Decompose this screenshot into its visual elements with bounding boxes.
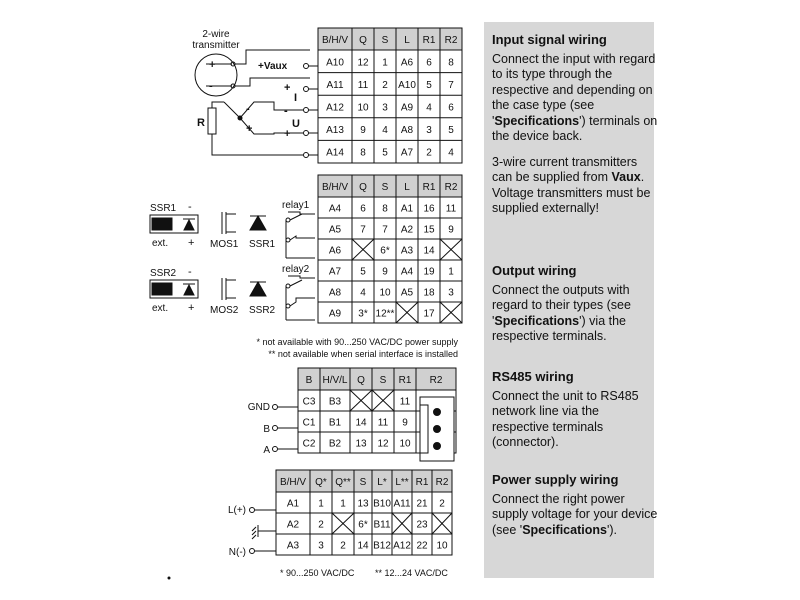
input-terminal-table bbox=[318, 28, 462, 163]
column-header: R2 bbox=[444, 35, 458, 46]
terminal-cell: 12** bbox=[375, 308, 395, 320]
rs485-title: RS485 wiring bbox=[492, 369, 574, 384]
terminal-cell: A7 bbox=[400, 147, 414, 159]
column-header: L** bbox=[395, 477, 409, 488]
relay1-label: relay1 bbox=[282, 200, 310, 211]
terminal-cell: A14 bbox=[326, 147, 344, 159]
svg-text:+: + bbox=[188, 237, 195, 249]
terminal-cell: 23 bbox=[416, 519, 428, 531]
terminal-cell: A10 bbox=[326, 57, 344, 69]
minus-sign: - bbox=[209, 80, 213, 92]
terminal-cell: 8 bbox=[360, 147, 366, 159]
terminal-cell: 3 bbox=[426, 125, 432, 137]
note-1: * not available with 90...250 VAC/DC power supply bbox=[256, 337, 458, 347]
terminal-cell: 5 bbox=[382, 147, 388, 159]
terminal-cell: 17 bbox=[423, 308, 435, 320]
terminal-cell: 10 bbox=[436, 540, 448, 552]
column-header: Q bbox=[359, 182, 367, 193]
terminal-cell: 6* bbox=[380, 245, 390, 257]
input-title: Input signal wiring bbox=[492, 32, 607, 47]
svg-text:-: - bbox=[188, 266, 192, 278]
resistor-label: R bbox=[197, 117, 205, 129]
terminal-cell: 5 bbox=[426, 79, 432, 91]
terminal-cell: 4 bbox=[382, 125, 388, 137]
terminal-cell: 9 bbox=[402, 417, 408, 429]
terminal-cell: 18 bbox=[423, 287, 435, 299]
terminal-cell: B12 bbox=[373, 540, 391, 552]
terminal-cell: 9 bbox=[360, 125, 366, 137]
terminal-cell: 2 bbox=[382, 79, 388, 91]
terminal-cell: 11 bbox=[377, 417, 389, 429]
ext-label-2: ext. bbox=[152, 303, 169, 314]
column-header: R1 bbox=[398, 375, 412, 386]
terminal-cell: 10 bbox=[399, 438, 411, 450]
current-symbol: I bbox=[294, 92, 298, 104]
note-2: ** not available when serial interface is installed bbox=[268, 349, 458, 359]
column-header: Q** bbox=[335, 477, 351, 488]
terminal-cell: 9 bbox=[382, 266, 388, 278]
terminal-cell: 2 bbox=[340, 540, 346, 552]
terminal-cell: A11 bbox=[393, 498, 411, 510]
terminal-cell: 10 bbox=[379, 287, 391, 299]
svg-text:+: + bbox=[246, 123, 253, 135]
column-header: R2 bbox=[429, 375, 443, 386]
column-header: R1 bbox=[415, 477, 429, 488]
power-description: Power supply wiring Connect the right power supply voltage for your device (see 'Specifications'). bbox=[492, 472, 658, 537]
terminal-cell: 6 bbox=[360, 203, 366, 215]
terminal-cell: C2 bbox=[302, 438, 316, 450]
rs485-description: RS485 wiring Connect the unit to RS485 network line via the respective terminals (connector). bbox=[492, 369, 658, 461]
svg-text:+: + bbox=[284, 128, 291, 140]
terminal-cell: 7 bbox=[360, 224, 366, 236]
mos1-label: MOS1 bbox=[210, 239, 239, 250]
column-header: R1 bbox=[422, 182, 436, 193]
terminal-cell: 21 bbox=[416, 498, 428, 510]
column-header: L* bbox=[377, 477, 387, 488]
terminal-cell: 19 bbox=[423, 266, 435, 278]
column-header: Q bbox=[359, 35, 367, 46]
terminal-cell: 1 bbox=[340, 498, 346, 510]
terminal-cell: 2 bbox=[439, 498, 445, 510]
terminal-cell: 14 bbox=[357, 540, 369, 552]
terminal-cell: 8 bbox=[382, 203, 388, 215]
power-note-2: ** 12...24 VAC/DC bbox=[375, 568, 448, 578]
voltage-symbol: U bbox=[292, 118, 300, 130]
terminal-cell: A2 bbox=[286, 519, 300, 531]
terminal-cell: 1 bbox=[448, 266, 454, 278]
column-header: B bbox=[305, 375, 313, 386]
terminal-cell: B1 bbox=[328, 417, 342, 429]
terminal-cell: A5 bbox=[400, 287, 414, 299]
terminal-cell: A12 bbox=[326, 102, 344, 114]
output-title: Output wiring bbox=[492, 263, 577, 278]
transmitter-label-1: 2-wire bbox=[202, 29, 230, 40]
column-header: S bbox=[381, 35, 389, 46]
column-header: B/H/V bbox=[279, 477, 307, 488]
terminal-cell: C1 bbox=[302, 417, 316, 429]
output-description: Output wiring Connect the outputs with regard to their types (see 'Specifications') via the respective terminals. bbox=[492, 263, 658, 355]
svg-text:+: + bbox=[188, 302, 195, 314]
gnd-label: GND bbox=[247, 402, 270, 413]
power-title: Power supply wiring bbox=[492, 472, 619, 487]
terminal-cell: 6* bbox=[358, 519, 368, 531]
terminal-cell: 13 bbox=[355, 438, 367, 450]
column-header: B/H/V bbox=[321, 35, 349, 46]
terminal-cell: 3 bbox=[318, 540, 324, 552]
terminal-cell: A6 bbox=[328, 245, 342, 257]
ssr2-label: SSR2 bbox=[150, 268, 177, 279]
terminal-cell: A3 bbox=[286, 540, 300, 552]
resistor-icon bbox=[208, 108, 216, 134]
terminal-cell: 12 bbox=[357, 57, 369, 69]
b-label: B bbox=[263, 424, 270, 435]
terminal-cell: 8 bbox=[448, 57, 454, 69]
plus-sign: + bbox=[209, 59, 216, 71]
svg-text:+: + bbox=[284, 82, 291, 94]
terminal-cell: A4 bbox=[328, 203, 342, 215]
terminal-cell: 11 bbox=[399, 396, 411, 408]
terminal-cell: 3 bbox=[448, 287, 454, 299]
power-note-1: * 90...250 VAC/DC bbox=[280, 568, 355, 578]
column-header: Q* bbox=[315, 477, 327, 488]
terminal-cell: 4 bbox=[360, 287, 366, 299]
svg-text:-: - bbox=[246, 103, 250, 115]
terminal-cell: B10 bbox=[373, 498, 391, 510]
terminal-cell: B3 bbox=[328, 396, 342, 408]
terminal-cell: 4 bbox=[448, 147, 454, 159]
terminal-cell: 12 bbox=[377, 438, 389, 450]
terminal-cell: A12 bbox=[393, 540, 411, 552]
terminal-cell: B2 bbox=[328, 438, 342, 450]
terminal-cell: 6 bbox=[448, 102, 454, 114]
column-header: Q bbox=[357, 375, 365, 386]
terminal-cell: 9 bbox=[448, 224, 454, 236]
transmitter-icon bbox=[195, 54, 237, 96]
terminal-cell: 10 bbox=[357, 102, 369, 114]
mos2-label: MOS2 bbox=[210, 305, 239, 316]
terminal-cell: 7 bbox=[382, 224, 388, 236]
input-wiring-graphic bbox=[192, 29, 318, 158]
output-terminal-table bbox=[318, 175, 462, 323]
terminal-cell: 5 bbox=[448, 125, 454, 137]
terminal-cell: A1 bbox=[400, 203, 414, 215]
svg-text:-: - bbox=[284, 105, 288, 117]
terminal-cell: A9 bbox=[400, 102, 414, 114]
column-header: L bbox=[404, 35, 410, 46]
column-header: R2 bbox=[435, 477, 449, 488]
terminal-cell: C3 bbox=[302, 396, 316, 408]
transmitter-label-2: transmitter bbox=[192, 40, 240, 51]
power-terminal-table bbox=[276, 470, 452, 555]
ext-label-1: ext. bbox=[152, 238, 169, 249]
terminal-cell: A4 bbox=[400, 266, 414, 278]
ssr1-label: SSR1 bbox=[150, 203, 177, 214]
a-label: A bbox=[263, 445, 270, 456]
terminal-cell: A13 bbox=[326, 125, 344, 137]
terminal-cell: 2 bbox=[426, 147, 432, 159]
svg-text:-: - bbox=[188, 201, 192, 213]
terminal-cell: 5 bbox=[360, 266, 366, 278]
l-plus-label: L(+) bbox=[227, 505, 246, 516]
vaux-label: +Vaux bbox=[258, 61, 288, 72]
terminal-cell: A2 bbox=[400, 224, 414, 236]
terminal-cell: 13 bbox=[357, 498, 369, 510]
terminal-cell: B11 bbox=[373, 519, 391, 531]
terminal-cell: A6 bbox=[400, 57, 414, 69]
terminal-cell: A8 bbox=[400, 125, 414, 137]
terminal-cell: 7 bbox=[448, 79, 454, 91]
terminal-cell: A11 bbox=[326, 79, 344, 91]
ssr2-label-2: SSR2 bbox=[249, 305, 276, 316]
terminal-tables bbox=[276, 28, 462, 555]
column-header: R2 bbox=[444, 182, 458, 193]
terminal-cell: 15 bbox=[423, 224, 435, 236]
terminal-cell: 4 bbox=[426, 102, 432, 114]
terminal-cell: A10 bbox=[398, 79, 416, 91]
column-header: R1 bbox=[422, 35, 436, 46]
terminal-cell: 22 bbox=[416, 540, 428, 552]
terminal-cell: 11 bbox=[357, 79, 369, 91]
earth-icon bbox=[252, 525, 276, 539]
terminal-cell: 3* bbox=[358, 308, 368, 320]
terminal-cell: 6 bbox=[426, 57, 432, 69]
terminal-cell: 3 bbox=[382, 102, 388, 114]
column-header: S bbox=[379, 375, 387, 386]
terminal-cell: A5 bbox=[328, 224, 342, 236]
ssr1-label-2: SSR1 bbox=[249, 239, 276, 250]
input-description: Input signal wiring Connect the input with regard to its type through the respective and depending on the case type (see 'Specifications') terminals on the device back. 3-wire current transmitters can be supplied from Vaux. Voltage transmitters must be supplied externally! bbox=[492, 32, 658, 215]
terminal-cell: A3 bbox=[400, 245, 414, 257]
terminal-cell: A9 bbox=[328, 308, 342, 320]
terminal-cell: 16 bbox=[423, 203, 435, 215]
column-header: S bbox=[381, 182, 389, 193]
column-header: S bbox=[359, 477, 367, 488]
column-header: H/V/L bbox=[322, 375, 348, 386]
terminal-cell: 1 bbox=[318, 498, 324, 510]
terminal-cell: 1 bbox=[382, 57, 388, 69]
terminal-cell: 2 bbox=[318, 519, 324, 531]
terminal-cell: 11 bbox=[445, 203, 457, 215]
terminal-cell: A7 bbox=[328, 266, 342, 278]
rs485-connector-icon bbox=[420, 397, 454, 461]
terminal-cell: 14 bbox=[423, 245, 435, 257]
terminal-cell: A1 bbox=[286, 498, 300, 510]
relay2-label: relay2 bbox=[282, 264, 310, 275]
terminal-cell: A8 bbox=[328, 287, 342, 299]
column-header: L bbox=[404, 182, 410, 193]
n-minus-label: N(-) bbox=[228, 547, 246, 558]
terminal-cell: 14 bbox=[355, 417, 367, 429]
column-header: B/H/V bbox=[321, 182, 349, 193]
